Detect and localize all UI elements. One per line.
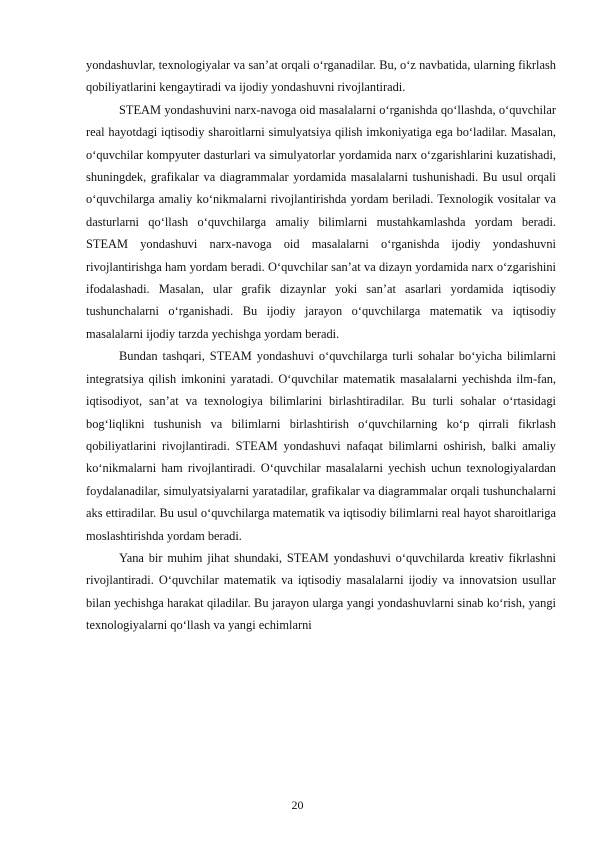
paragraph-integration: Bundan tashqari, STEAM yondashuvi o‘quvchilarga turli sohalar bo‘yicha bilimlarni integratsiya qilish imkonini yaratadi. O‘quvchilar matematik masalalarni yechishda ilm-fan, iqtisodiyot, san’at va texnologiya bilimlarini birlashtiradilar. Bu turli sohalar o‘rtasidagi bog‘liqlikni tushunish va bilimlarni birlashtirish o‘quvchilarning ko‘p qirrali fikrlash qobiliyatlarini rivojlantiradi. STEAM yondashuvi nafaqat bilimlarni oshirish, balki amaliy ko‘nikmalarni ham rivojlantiradi. O‘quvchilar masalalarni yechish uchun texnologiyalardan foydalanadilar, simulyatsiyalarni yaratadilar, grafikalar va diagrammalar orqali tushunchalarni aks ettiradilar. Bu usul o‘quvchilarga matematik va iqtisodiy bilimlarni real hayot sharoitlariga moslashtirishda yordam beradi. bbox=[86, 349, 556, 543]
body-text bbox=[86, 54, 556, 637]
paragraph-continued: yondashuvlar, texnologiyalar va san’at orqali o‘rganadilar. Bu, o‘z navbatida, ularning fikrlash qobiliyatlarini kengaytiradi va ijodiy yondashuvni rivojlantiradi. bbox=[86, 58, 556, 95]
paragraph-creativity: Yana bir muhim jihat shundaki, STEAM yondashuvi o‘quvchilarda kreativ fikrlashni rivojlantiradi. O‘quvchilar matematik va iqtisodiy masalalarni ijodiy va innovatsion usullar bilan yechishga harakat qiladilar. Bu jarayon ularga yangi yondashuvlarni sinab ko‘rish, yangi texnologiyalarni qo‘llash va yangi echimlarni bbox=[86, 550, 556, 633]
paragraph-steam-pricing: STEAM yondashuvini narx-navoga oid masalalarni o‘rganishda qo‘llashda, o‘quvchilar real hayotdagi iqtisodiy sharoitlarni simulyatsiya qilish imkoniyatiga ega bo‘ladilar. Masalan, o‘quvchilar kompyuter dasturlari va simulyatorlar yordamida narx o‘zgarishlarini kuzatishadi, shuningdek, grafikalar va diagrammalar yordamida masalalarni tushunishadi. Bu usul orqali o‘quvchilarga amaliy ko‘nikmalarni rivojlantirishda yordam beriladi. Texnologik vositalar va dasturlarni qo‘llash o‘quvchilarga amaliy bilimlarni mustahkamlashda yordam beradi. STEAM yondashuvi narx-navoga oid masalalarni o‘rganishda ijodiy yondashuvni rivojlantirishga ham yordam beradi. O‘quvchilar san’at va dizayn yordamida narx o‘zgarishini ifodalashadi. Masalan, ular grafik dizaynlar yoki san’at asarlari yordamida iqtisodiy tushunchalarni o‘rganishadi. Bu ijodiy jarayon o‘quvchilarga matematik va iqtisodiy masalalarni ijodiy tarzda yechishga yordam beradi. bbox=[86, 102, 556, 341]
page-number: 20 bbox=[291, 798, 304, 812]
